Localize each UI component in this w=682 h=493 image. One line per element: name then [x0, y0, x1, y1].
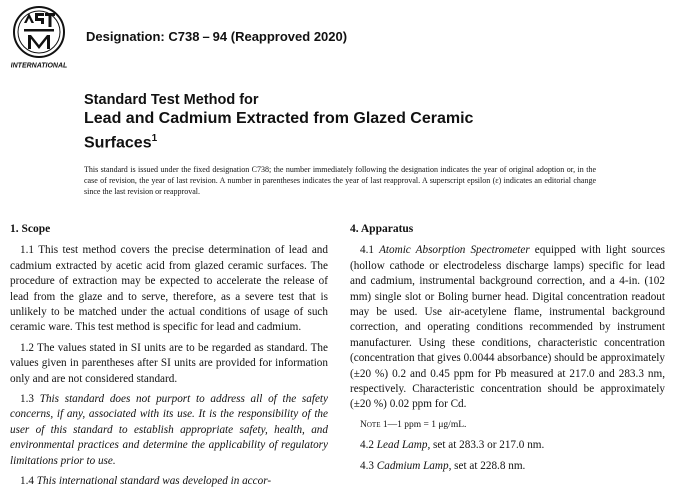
paragraph-1-4 [10, 474, 328, 488]
section-heading-scope: 1. Scope [10, 223, 51, 235]
paragraph-1-2: 1.2 The values stated in SI units are to be regarded as standard. The values given in parentheses after SI units are provided for information only and are not considered standard. [10, 341, 328, 385]
paragraph-number: 1.4 [20, 475, 34, 488]
paragraph-4-1 [350, 243, 665, 412]
note-label: Note 1 [360, 419, 388, 430]
apparatus-description: set at 228.8 nm. [454, 459, 526, 472]
paragraph-number: 4.2 [360, 439, 374, 452]
designation-code: C738 [168, 29, 200, 44]
apparatus-name: Cadmium Lamp, [376, 459, 452, 472]
apparatus-name: Atomic Absorption Spectrometer [379, 244, 530, 257]
designation-label: Designation: [86, 29, 165, 44]
paragraph-number: 4.3 [360, 459, 374, 472]
apparatus-description: equipped with light sources (hollow cathode or electrodeless discharge lamps) specific for lead and cadmium, instrumental background correction, and a 4-in. (102 mm) single slot or Boling burner head. Digital concentration readout may be used. Use air-acetylene flame, instrumental background correction, and operating conditions recommended by instrument manufacturer. Using these conditions, characteristic concentration (concentration that gives 0.0044 absorbance) should be approximately (±20 %) 0.2 and 0.45 ppm for Pb measured at 217.0 and 283.3 nm, respectively. Characteristic concentration should be approximately (±20 %) 0.02 ppm for Cd. [350, 244, 666, 411]
paragraph-4-3 [350, 459, 665, 474]
designation-year: 94 (Reapproved 2020) [212, 29, 348, 44]
paragraph-number: 4.1 [360, 244, 374, 257]
logo-text: INTERNATIONAL [11, 62, 67, 70]
title-line-3 [84, 129, 604, 153]
right-column [350, 222, 665, 479]
title-line-1: Standard Test Method for [84, 92, 259, 108]
paragraph-number: 1.3 [20, 393, 34, 406]
issued-note: This standard is issued under the fixed designation C738; the number immediately following the designation indicates the year of original adoption or, in the case of revision, the year of last revision. A number in parentheses indicates the year of last reapproval. A superscript epsilon (ε) indicates an editorial change since the last revision or reapproval. [84, 165, 596, 196]
safety-caveat-text: This standard does not purport to address all of the safety concerns, if any, associated with its use. It is the responsibility of the user of this standard to establish appropriate safety, health, and environmental practices and determine the applicability of regulatory limitations prior to use. [10, 393, 329, 467]
paragraph-1-1: 1.1 This test method covers the precise determination of lead and cadmium extracted by acetic acid from glazed ceramic surfaces. The procedure of extraction may be expected to accelerate the release of lead from the glaze and to serve, therefore, as a severe test that is unlikely to be matched under the actual conditions of usage of such ceramic ware. This test method is specific for lead and cadmium. [10, 244, 328, 334]
paragraph-1-3 [10, 392, 328, 469]
note-text: —1 ppm = 1 μg/mL. [387, 419, 467, 430]
note-1 [360, 418, 665, 433]
designation-dash: – [202, 29, 210, 44]
paragraph-4-2 [350, 438, 665, 453]
international-standard-text: This international standard was developed in accor- [36, 475, 272, 488]
designation [86, 29, 347, 44]
document-title [84, 91, 604, 153]
title-footnote-link[interactable]: 1 [151, 133, 158, 144]
title-line-3-text: Surfaces [84, 134, 152, 152]
apparatus-description: set at 283.3 or 217.0 nm. [433, 439, 545, 452]
title-line-2: Lead and Cadmium Extracted from Glazed Ceramic [84, 110, 474, 127]
astm-logo [11, 5, 67, 71]
apparatus-name: Lead Lamp, [376, 439, 431, 452]
section-heading-apparatus: 4. Apparatus [350, 223, 414, 235]
left-column [10, 222, 328, 493]
